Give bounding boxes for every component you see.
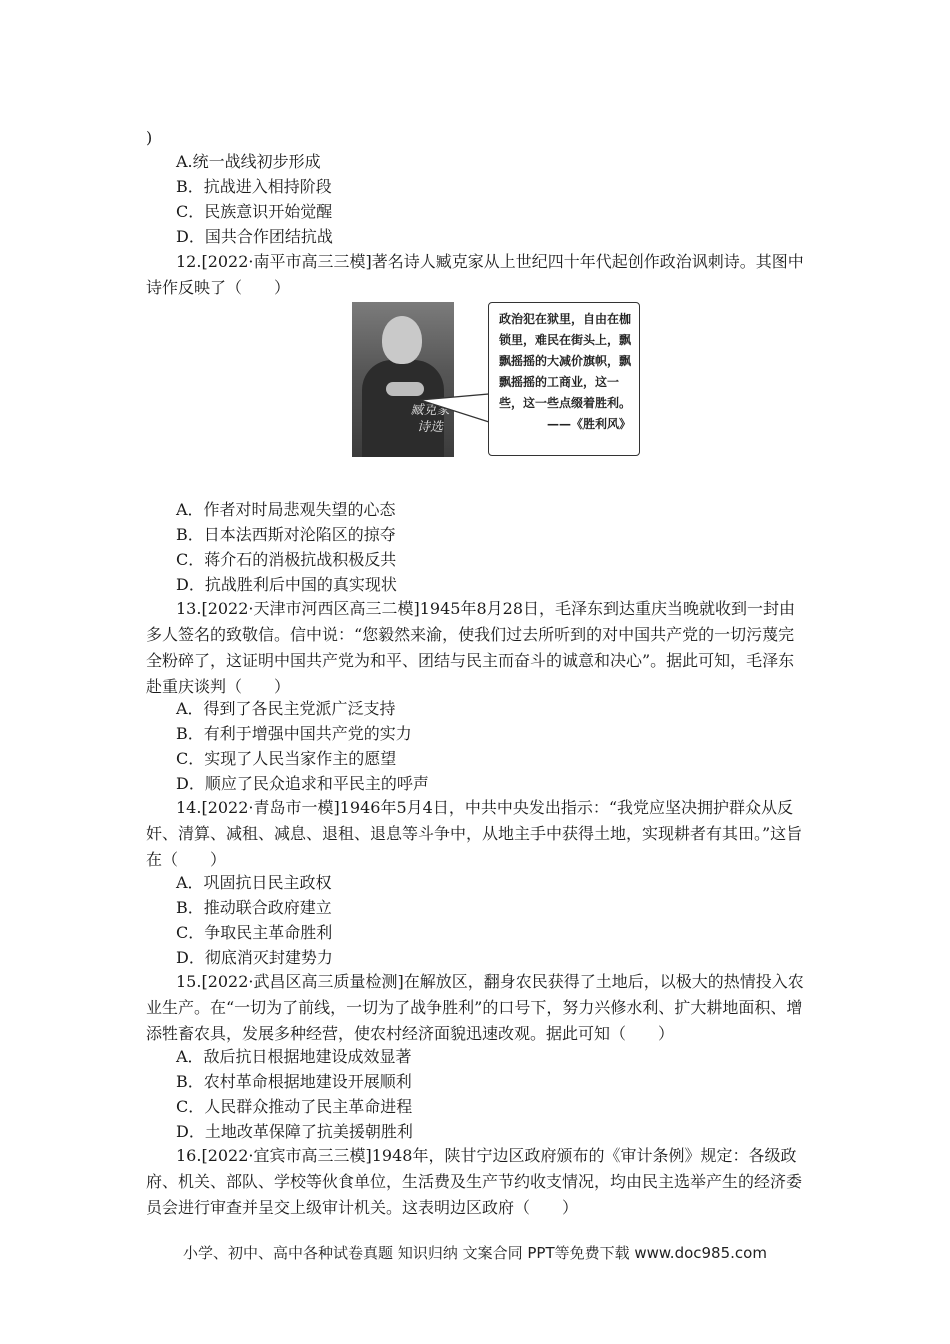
q15-option-a: A．敌后抗日根据地建设成效显著 xyxy=(176,1047,412,1066)
q14-option-c: C．争取民主革命胜利 xyxy=(176,923,333,942)
q11-option-a: A.统一战线初步形成 xyxy=(176,152,321,171)
q12-option-c: C．蒋介石的消极抗战积极反共 xyxy=(176,550,397,569)
poet-portrait-photo xyxy=(352,302,454,457)
q15-option-b: B．农村革命根据地建设开展顺利 xyxy=(176,1072,412,1091)
q14-option-a: A．巩固抗日民主政权 xyxy=(176,873,332,892)
q11-option-d: D．国共合作团结抗战 xyxy=(176,227,333,246)
portrait-head xyxy=(382,316,422,364)
question-12-stem: 12.[2022·南平市高三三模]著名诗人臧克家从上世纪四十年代起创作政治讽刺诗。其图中诗作反映了（ ） xyxy=(146,252,804,297)
question-13-stem: 13.[2022·天津市河西区高三二模]1945年8月28日，毛泽东到达重庆当晚就收到一封由多人签名的致敬信。信中说：“您毅然来渝，使我们过去所听到的对中国共产党的一切污蔑完全粉碎了，这证明中国共产党为和平、团结与民主而奋斗的诚意和决心”。据此可知，毛泽东赴重庆谈判（ ） xyxy=(146,599,795,696)
question-16-stem: 16.[2022·宜宾市高三三模]1948年，陕甘宁边区政府颁布的《审计条例》规定：各级政府、机关、部队、学校等伙食单位，生活费及生产节约收支情况，均由民主选举产生的经济委员会进行审查并呈交上级审计机关。这表明边区政府（ ） xyxy=(146,1146,803,1217)
q11-option-b: B．抗战进入相持阶段 xyxy=(176,177,332,196)
speech-pointer xyxy=(420,392,490,432)
q14-option-b: B．推动联合政府建立 xyxy=(176,898,332,917)
poem-text: 政治犯在狱里，自由在枷锁里，难民在街头上，飘飘摇摇的大减价旗帜，飘飘摇摇的工商业，这一些，这一些点缀着胜利。 xyxy=(499,312,632,410)
q13-option-c: C．实现了人民当家作主的愿望 xyxy=(176,749,397,768)
q12-option-a: A．作者对时局悲观失望的心态 xyxy=(176,500,396,519)
q15-option-c: C．人民群众推动了民主革命进程 xyxy=(176,1097,413,1116)
poem-box xyxy=(488,302,640,456)
portrait-signature: 臧克家诗选 xyxy=(410,403,450,435)
poem-source: ——《胜利风》 xyxy=(546,417,631,431)
q12-option-d: D．抗战胜利后中国的真实现状 xyxy=(176,575,397,594)
question-11-tail: ) xyxy=(146,128,153,147)
portrait-hands xyxy=(386,382,424,396)
poem-figure xyxy=(352,302,642,460)
question-14-stem: 14.[2022·青岛市一模]1946年5月4日，中共中央发出指示：“我党应坚决拥护群众从反奸、清算、减租、减息、退租、退息等斗争中，从地主手中获得土地，实现耕者有其田。”这旨在（ ） xyxy=(146,798,803,869)
q15-option-d: D．土地改革保障了抗美援朝胜利 xyxy=(176,1122,413,1141)
q12-option-b: B．日本法西斯对沦陷区的掠夺 xyxy=(176,525,396,544)
q14-option-d: D．彻底消灭封建势力 xyxy=(176,948,333,967)
q13-option-d: D．顺应了民众追求和平民主的呼声 xyxy=(176,774,429,793)
question-15-stem: 15.[2022·武昌区高三质量检测]在解放区，翻身农民获得了土地后，以极大的热情投入农业生产。在“一切为了前线，一切为了战争胜利”的口号下，努力兴修水利、扩大耕地面积、增添牲畜农具，发展多种经营，使农村经济面貌迅速改观。据此可知（ ） xyxy=(146,972,804,1043)
q11-option-c: C．民族意识开始觉醒 xyxy=(176,202,333,221)
q13-option-a: A．得到了各民主党派广泛支持 xyxy=(176,699,396,718)
q13-option-b: B．有利于增强中国共产党的实力 xyxy=(176,724,412,743)
footer-banner: 小学、初中、高中各种试卷真题 知识归纳 文案合同 PPT等免费下载 www.doc985.com xyxy=(183,1244,767,1262)
